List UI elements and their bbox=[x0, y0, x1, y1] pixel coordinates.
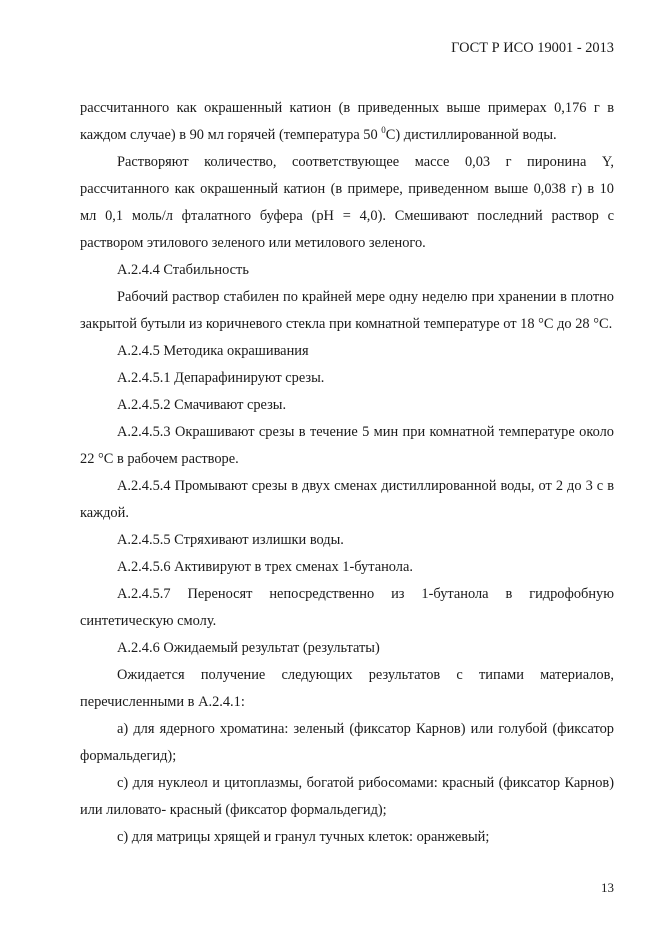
paragraph-stability: Рабочий раствор стабилен по крайней мере одну неделю при хранении в плотно закрытой бутыли из коричневого стекла при комнатной температуре от 18 °С до 28 °С. bbox=[80, 289, 614, 332]
paragraph-pyronin: Растворяют количество, соответствующее массе 0,03 г пиронина Y, рассчитанного как окрашенный катион (в примере, приведенном выше 0,038 г) в 10 мл 0,1 моль/л фталатного буфера (рН = 4,0). Смешивают последний раствор с раствором этилового зеленого или метилового зеленого. bbox=[80, 154, 614, 251]
document-number-header: ГОСТ Р ИСО 19001 - 2013 bbox=[451, 40, 614, 56]
step-activate: А.2.4.5.6 Активируют в трех сменах 1-бутанола. bbox=[117, 559, 413, 575]
page-number: 13 bbox=[601, 880, 614, 895]
section-heading-staining-method: А.2.4.5 Методика окрашивания bbox=[117, 343, 309, 359]
section-heading-expected-results: А.2.4.6 Ожидаемый результат (результаты) bbox=[117, 640, 380, 656]
step-wet: А.2.4.5.2 Смачивают срезы. bbox=[117, 397, 287, 413]
document-body bbox=[80, 95, 614, 851]
step-stain: А.2.4.5.3 Окрашивают срезы в течение 5 мин при комнатной температуре около 22 °С в рабочем растворе. bbox=[80, 424, 614, 467]
paragraph-expected-results: Ожидается получение следующих результатов с типами материалов, перечисленными в А.2.4.1: bbox=[80, 667, 614, 710]
list-item-cartilage-matrix: с) для матрицы хрящей и гранул тучных клеток: оранжевый; bbox=[117, 829, 490, 845]
list-item-nucleoli-cytoplasm: с) для нуклеол и цитоплазмы, богатой рибосомами: красный (фиксатор Карнов) или лиловато- красный (фиксатор формальдегид); bbox=[80, 775, 614, 818]
step-shake-off: А.2.4.5.5 Стряхивают излишки воды. bbox=[117, 532, 344, 548]
step-deparaffinize: А.2.4.5.1 Депарафинируют срезы. bbox=[117, 370, 325, 386]
section-heading-stability: А.2.4.4 Стабильность bbox=[117, 262, 249, 278]
paragraph-text: рассчитанного как окрашенный катион (в приведенных выше примерах 0,176 г в каждом случае) в 90 мл горячей (температура 50 bbox=[80, 100, 614, 143]
paragraph-text-end: С) дистиллированной воды. bbox=[385, 127, 557, 143]
step-rinse: А.2.4.5.4 Промывают срезы в двух сменах дистиллированной воды, от 2 до 3 с в каждой. bbox=[80, 478, 614, 521]
list-item-nuclear-chromatin: а) для ядерного хроматина: зеленый (фиксатор Карнов) или голубой (фиксатор формальдегид); bbox=[80, 721, 614, 764]
paragraph-continuation bbox=[80, 95, 614, 149]
degree-superscript: 0 bbox=[381, 125, 386, 135]
step-transfer: А.2.4.5.7 Переносят непосредственно из 1-бутанола в гидрофобную синтетическую смолу. bbox=[80, 586, 614, 629]
